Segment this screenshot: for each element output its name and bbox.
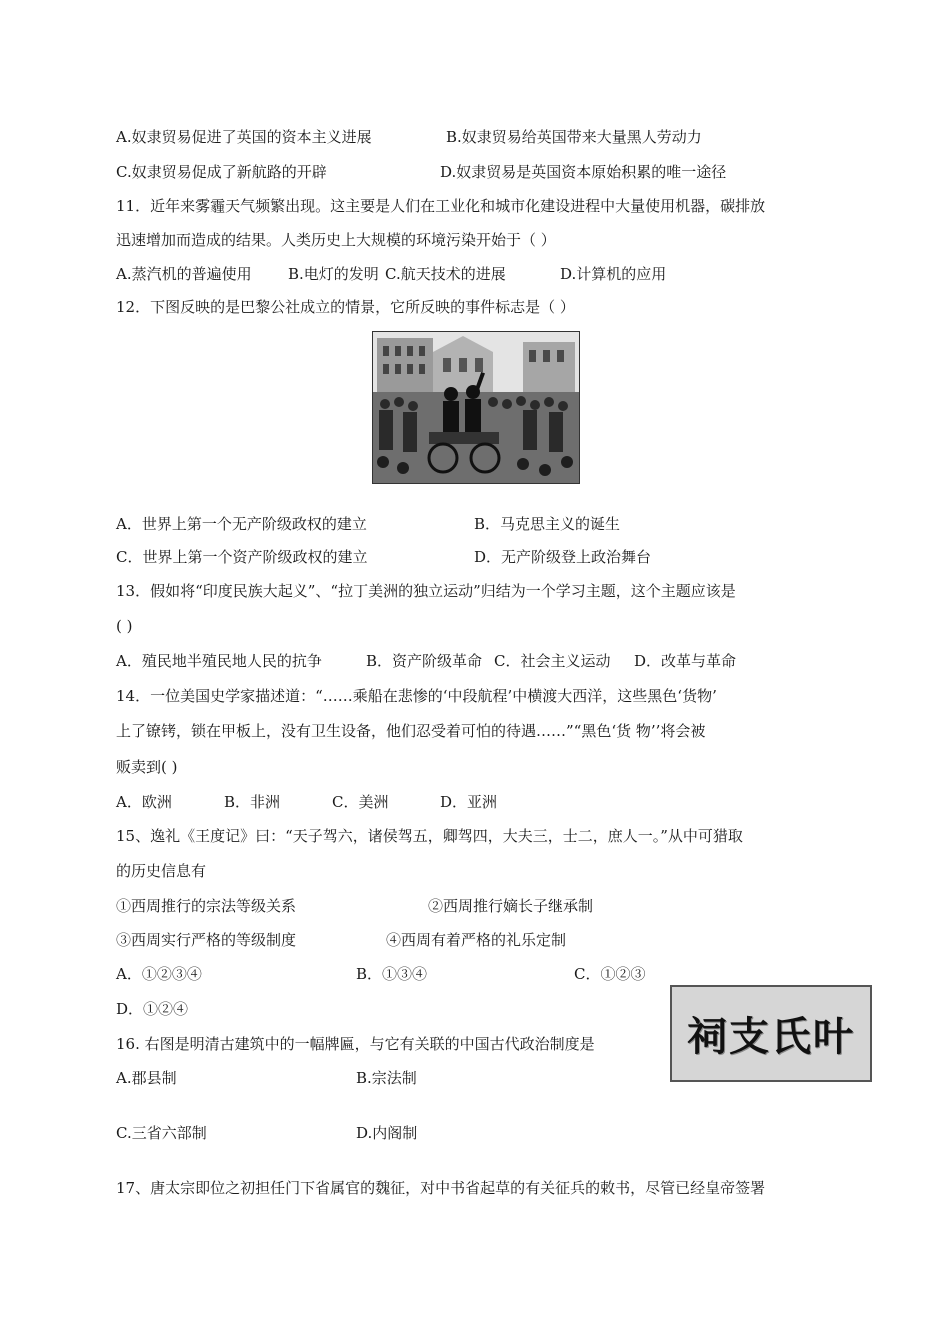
q16-option-c: C.三省六部制 xyxy=(116,1124,207,1142)
q11-stem-line-2: 迅速增加而造成的结果。人类历史上大规模的环境污染开始于（ ） xyxy=(116,231,556,249)
q13-stem-line-1: 13．假如将“印度民族大起义”、“拉丁美洲的独立运动”归结为一个学习主题，这个主题应该是 xyxy=(116,582,736,600)
q15-option-b: B．①③④ xyxy=(356,965,428,983)
q10-option-d: D.奴隶贸易是英国资本原始积累的唯一途径 xyxy=(440,163,727,181)
q16-option-a: A.郡县制 xyxy=(116,1069,177,1087)
q15-stem-line-1: 15、逸礼《王度记》曰：“天子驾六，诸侯驾五，卿驾四，大夫三，士二，庶人一。”从中可猎取 xyxy=(116,827,743,845)
q12-option-b: B．马克思主义的诞生 xyxy=(474,515,621,533)
q13-option-d: D．改革与革命 xyxy=(634,652,737,670)
q15-option-c: C．①②③ xyxy=(574,965,646,983)
q13-option-c: C．社会主义运动 xyxy=(494,652,611,670)
q11-option-a: A.蒸汽机的普遍使用 xyxy=(116,265,252,283)
q11-stem-line-1: 11．近年来雾霾天气频繁出现。这主要是人们在工业化和城市化建设进程中大量使用机器，碳排放 xyxy=(116,197,766,215)
q13-option-a: A．殖民地半殖民地人民的抗争 xyxy=(116,652,322,670)
q15-item-4: ④西周有着严格的礼乐定制 xyxy=(386,931,567,949)
q16-option-d: D.内阁制 xyxy=(356,1124,418,1142)
q15-item-1: ①西周推行的宗法等级关系 xyxy=(116,897,297,915)
q15-item-3: ③西周实行严格的等级制度 xyxy=(116,931,297,949)
q14-stem-line-2: 上了镣铐，锁在甲板上，没有卫生设备，他们忍受着可怕的待遇……”“黑色‘货 物’’将会被 xyxy=(116,722,706,740)
q14-option-c: C．美洲 xyxy=(332,793,389,811)
q16-option-b: B.宗法制 xyxy=(356,1069,417,1087)
q15-option-d: D．①②④ xyxy=(116,1000,189,1018)
q12-stem: 12．下图反映的是巴黎公社成立的情景，它所反映的事件标志是（ ） xyxy=(116,298,575,316)
q14-option-d: D．亚洲 xyxy=(440,793,498,811)
q15-option-a: A．①②③④ xyxy=(116,965,202,983)
plaque-text: 祠支氏叶 xyxy=(687,1014,855,1060)
q11-option-c: C.航天技术的进展 xyxy=(385,265,506,283)
q14-option-b: B．非洲 xyxy=(224,793,281,811)
q13-stem-line-2: ( ) xyxy=(116,617,133,635)
q10-option-b: B.奴隶贸易给英国带来大量黑人劳动力 xyxy=(446,128,702,146)
q16-stem: 16. 右图是明清古建筑中的一幅牌匾，与它有关联的中国古代政治制度是 xyxy=(116,1035,595,1053)
q11-option-b: B.电灯的发明 xyxy=(288,265,379,283)
q10-option-c: C.奴隶贸易促成了新航路的开辟 xyxy=(116,163,327,181)
q13-option-b: B．资产阶级革命 xyxy=(366,652,483,670)
q15-stem-line-2: 的历史信息有 xyxy=(116,862,207,880)
engraving-image xyxy=(373,332,579,483)
plaque-image xyxy=(670,985,872,1082)
q14-stem-line-1: 14．一位美国史学家描述道：“……乘船在悲惨的‘中段航程’中横渡大西洋，这些黑色‘货物’ xyxy=(116,687,717,705)
q14-option-a: A．欧洲 xyxy=(116,793,172,811)
q15-item-2: ②西周推行嫡长子继承制 xyxy=(428,897,594,915)
q10-option-a: A.奴隶贸易促进了英国的资本主义进展 xyxy=(116,128,372,146)
q17-stem-line-1: 17、唐太宗即位之初担任门下省属官的魏征，对中书省起草的有关征兵的敕书，尽管已经皇帝签署 xyxy=(116,1179,766,1197)
q14-stem-line-3: 贩卖到( ) xyxy=(116,758,178,776)
q11-option-d: D.计算机的应用 xyxy=(560,265,667,283)
paris-commune-illustration xyxy=(372,331,580,484)
q12-option-a: A．世界上第一个无产阶级政权的建立 xyxy=(116,515,367,533)
q12-option-d: D．无产阶级登上政治舞台 xyxy=(474,548,652,566)
q12-option-c: C．世界上第一个资产阶级政权的建立 xyxy=(116,548,368,566)
